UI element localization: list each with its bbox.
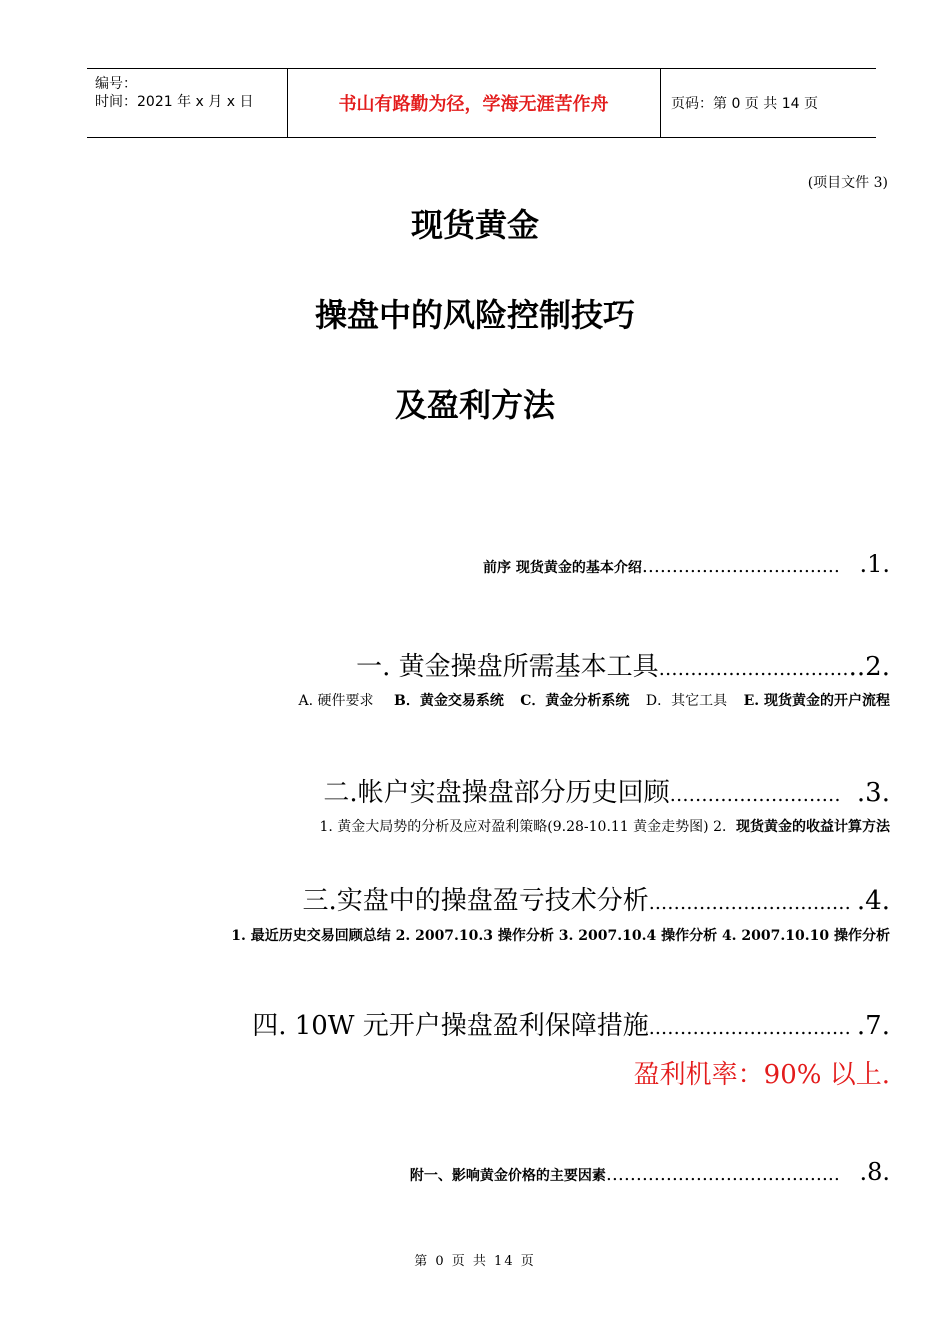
toc-appendix-label: 附一、影响黄金价格的主要因素: [409, 1168, 606, 1184]
toc-chapter-2-dots: ………………………: [669, 784, 841, 806]
toc-chapter-2[interactable]: [323, 772, 890, 809]
toc-chapter-1-dots: …………………………: [658, 658, 849, 680]
number-label: 编号：: [95, 76, 137, 92]
toc-preface[interactable]: [483, 550, 890, 578]
page-info: 页码：第 0 页 共 14 页: [671, 96, 818, 112]
toc-chapter-2-subs: [319, 816, 890, 836]
header-table: [87, 68, 876, 138]
sub-other-tools: D．其它工具: [645, 693, 728, 709]
title-line-3: 及盈利方法: [394, 386, 555, 424]
sub-account-process: E. 现货黄金的开户流程: [743, 693, 890, 709]
sub-trading-system-letter: B．黄金交易系统: [393, 693, 504, 709]
sub-market-analysis: 1. 黄金大局势的分析及应对盈利策略(9.28-10.11 黄金走势图) 2．: [319, 819, 736, 835]
toc-appendix-page: .8.: [859, 1158, 890, 1186]
toc-chapter-4-label: 四. 10W 元开户操盘盈利保障措施: [252, 1011, 649, 1041]
title-line-2: 操盘中的风险控制技巧: [314, 296, 635, 334]
page-footer: 第 0 页 共 14 页: [414, 1254, 536, 1269]
toc-chapter-4-dots: ..…………………………: [648, 1017, 857, 1039]
sub-analysis-system: C．黄金分析系统: [520, 693, 630, 709]
sub-profit-calc: 现货黄金的收益计算方法: [736, 819, 890, 835]
title-line-1: 现货黄金: [410, 206, 539, 244]
toc-chapter-2-label: 二.帐户实盘操盘部分历史回顾: [323, 778, 670, 808]
toc-chapter-3-subs: 1. 最近历史交易回顾总结 2. 2007.10.3 操作分析 3. 2007.10.4 操作分析 4. 2007.10.10 操作分析: [231, 928, 890, 944]
header-meta-cell: [87, 69, 288, 137]
toc-chapter-2-page: .3.: [856, 778, 890, 808]
toc-appendix[interactable]: [410, 1158, 890, 1186]
toc-chapter-4[interactable]: [252, 1005, 890, 1042]
toc-chapter-1-label: 一. 黄金操盘所需基本工具: [356, 652, 659, 682]
toc-chapter-3-page: .4.: [856, 886, 890, 916]
toc-chapter-1[interactable]: [356, 646, 890, 683]
sub-hardware: A. 硬件要求: [298, 693, 374, 709]
toc-chapter-1-subs: [299, 690, 890, 710]
toc-chapter-4-page: .7.: [856, 1011, 890, 1041]
project-note: (项目文件 3): [807, 175, 888, 191]
toc-preface-label: 前序 现货黄金的基本介绍: [482, 560, 642, 576]
motto: 书山有路勤为径，学海无涯苦作舟: [338, 94, 609, 115]
profit-rate: 盈利机率：90% 以上.: [633, 1060, 890, 1090]
toc-chapter-3[interactable]: [303, 880, 890, 917]
time-label: 时间：2021 年 x 月 x 日: [95, 94, 254, 110]
toc-preface-page: .1.: [859, 550, 890, 578]
toc-chapter-1-page: ..2.: [848, 652, 890, 682]
toc-chapter-3-label: 三.实盘中的操盘盈亏技术分析: [302, 886, 649, 916]
toc-chapter-3-dots: ..…………………………: [648, 892, 857, 914]
toc-preface-dots: ……………………………: [641, 556, 840, 577]
header-motto-cell: [287, 69, 661, 137]
toc-appendix-dots: …………………………………: [605, 1164, 840, 1185]
header-page-cell: [661, 69, 875, 137]
